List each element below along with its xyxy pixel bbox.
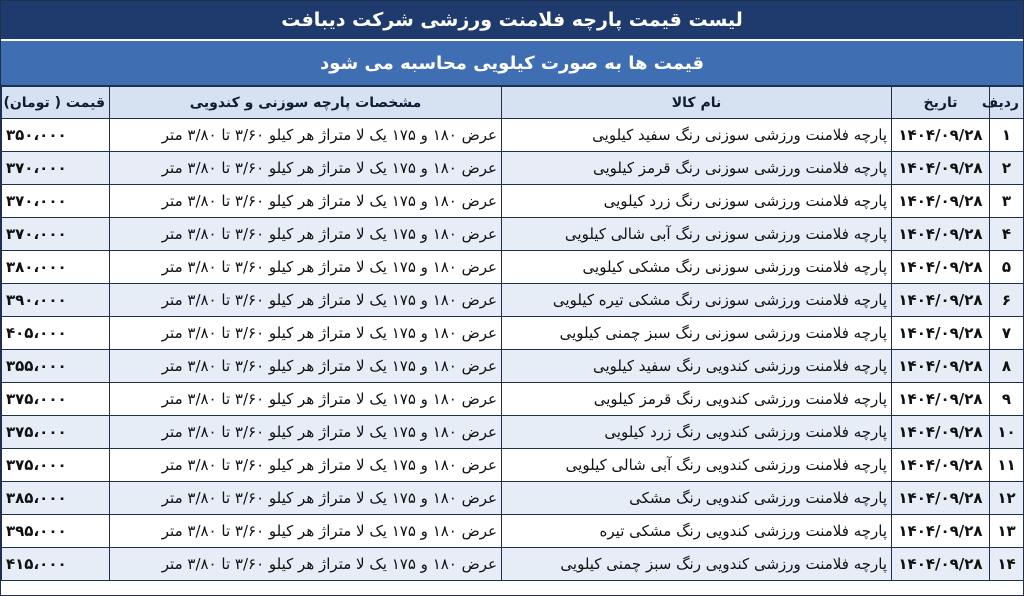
table-row bbox=[2, 317, 1024, 350]
table-header-row bbox=[2, 87, 1024, 119]
cell-index: ۵ bbox=[990, 251, 1024, 284]
table-row bbox=[2, 449, 1024, 482]
cell-spec: عرض ۱۸۰ و ۱۷۵ یک لا متراژ هر کیلو ۳/۶۰ تا ۳/۸۰ متر bbox=[110, 251, 502, 284]
cell-index: ۱۴ bbox=[990, 548, 1024, 581]
cell-price: ۳۷۰،۰۰۰ bbox=[2, 185, 110, 218]
cell-price: ۴۱۵،۰۰۰ bbox=[2, 548, 110, 581]
cell-price: ۳۹۰،۰۰۰ bbox=[2, 284, 110, 317]
table-row bbox=[2, 515, 1024, 548]
cell-spec: عرض ۱۸۰ و ۱۷۵ یک لا متراژ هر کیلو ۳/۶۰ تا ۳/۸۰ متر bbox=[110, 416, 502, 449]
cell-index: ۱۲ bbox=[990, 482, 1024, 515]
cell-spec: عرض ۱۸۰ و ۱۷۵ یک لا متراژ هر کیلو ۳/۶۰ تا ۳/۸۰ متر bbox=[110, 119, 502, 152]
cell-spec: عرض ۱۸۰ و ۱۷۵ یک لا متراژ هر کیلو ۳/۶۰ تا ۳/۸۰ متر bbox=[110, 152, 502, 185]
cell-price: ۳۷۵،۰۰۰ bbox=[2, 383, 110, 416]
cell-name: پارچه فلامنت ورزشی سوزنی رنگ مشکی کیلویی bbox=[502, 251, 892, 284]
cell-spec: عرض ۱۸۰ و ۱۷۵ یک لا متراژ هر کیلو ۳/۶۰ تا ۳/۸۰ متر bbox=[110, 284, 502, 317]
cell-spec: عرض ۱۸۰ و ۱۷۵ یک لا متراژ هر کیلو ۳/۶۰ تا ۳/۸۰ متر bbox=[110, 515, 502, 548]
header-price: قیمت ( تومان) bbox=[2, 87, 110, 119]
cell-date: ۱۴۰۴/۰۹/۲۸ bbox=[892, 515, 990, 548]
table-row bbox=[2, 119, 1024, 152]
cell-name: پارچه فلامنت ورزشی سوزنی رنگ آبی شالی کیلویی bbox=[502, 218, 892, 251]
table-row bbox=[2, 416, 1024, 449]
cell-index: ۱۳ bbox=[990, 515, 1024, 548]
table-row bbox=[2, 350, 1024, 383]
table-row bbox=[2, 152, 1024, 185]
cell-price: ۳۵۵،۰۰۰ bbox=[2, 350, 110, 383]
cell-price: ۳۷۰،۰۰۰ bbox=[2, 152, 110, 185]
table-row bbox=[2, 251, 1024, 284]
cell-name: پارچه فلامنت ورزشی کندویی رنگ زرد کیلویی bbox=[502, 416, 892, 449]
cell-spec: عرض ۱۸۰ و ۱۷۵ یک لا متراژ هر کیلو ۳/۶۰ تا ۳/۸۰ متر bbox=[110, 185, 502, 218]
cell-date: ۱۴۰۴/۰۹/۲۸ bbox=[892, 119, 990, 152]
cell-name: پارچه فلامنت ورزشی سوزنی رنگ قرمز کیلویی bbox=[502, 152, 892, 185]
cell-date: ۱۴۰۴/۰۹/۲۸ bbox=[892, 218, 990, 251]
cell-name: پارچه فلامنت ورزشی کندویی رنگ قرمز کیلویی bbox=[502, 383, 892, 416]
cell-index: ۴ bbox=[990, 218, 1024, 251]
cell-date: ۱۴۰۴/۰۹/۲۸ bbox=[892, 449, 990, 482]
cell-date: ۱۴۰۴/۰۹/۲۸ bbox=[892, 317, 990, 350]
cell-price: ۳۷۰،۰۰۰ bbox=[2, 218, 110, 251]
cell-date: ۱۴۰۴/۰۹/۲۸ bbox=[892, 152, 990, 185]
cell-name: پارچه فلامنت ورزشی سوزنی رنگ سبز چمنی کیلویی bbox=[502, 317, 892, 350]
cell-index: ۱ bbox=[990, 119, 1024, 152]
cell-price: ۳۵۰،۰۰۰ bbox=[2, 119, 110, 152]
table-row bbox=[2, 185, 1024, 218]
header-index: ردیف bbox=[990, 87, 1024, 119]
cell-date: ۱۴۰۴/۰۹/۲۸ bbox=[892, 350, 990, 383]
cell-spec: عرض ۱۸۰ و ۱۷۵ یک لا متراژ هر کیلو ۳/۶۰ تا ۳/۸۰ متر bbox=[110, 383, 502, 416]
cell-spec: عرض ۱۸۰ و ۱۷۵ یک لا متراژ هر کیلو ۳/۶۰ تا ۳/۸۰ متر bbox=[110, 317, 502, 350]
cell-price: ۳۹۵،۰۰۰ bbox=[2, 515, 110, 548]
header-spec: مشخصات پارچه سوزنی و کندویی bbox=[110, 87, 502, 119]
cell-name: پارچه فلامنت ورزشی کندویی رنگ مشکی bbox=[502, 482, 892, 515]
cell-name: پارچه فلامنت ورزشی سوزنی رنگ مشکی تیره کیلویی bbox=[502, 284, 892, 317]
table-body bbox=[2, 119, 1024, 581]
cell-index: ۷ bbox=[990, 317, 1024, 350]
cell-index: ۲ bbox=[990, 152, 1024, 185]
cell-name: پارچه فلامنت ورزشی کندویی رنگ مشکی تیره bbox=[502, 515, 892, 548]
cell-index: ۳ bbox=[990, 185, 1024, 218]
cell-date: ۱۴۰۴/۰۹/۲۸ bbox=[892, 482, 990, 515]
cell-price: ۳۷۵،۰۰۰ bbox=[2, 416, 110, 449]
cell-spec: عرض ۱۸۰ و ۱۷۵ یک لا متراژ هر کیلو ۳/۶۰ تا ۳/۸۰ متر bbox=[110, 449, 502, 482]
cell-date: ۱۴۰۴/۰۹/۲۸ bbox=[892, 416, 990, 449]
cell-index: ۱۰ bbox=[990, 416, 1024, 449]
cell-spec: عرض ۱۸۰ و ۱۷۵ یک لا متراژ هر کیلو ۳/۶۰ تا ۳/۸۰ متر bbox=[110, 548, 502, 581]
cell-date: ۱۴۰۴/۰۹/۲۸ bbox=[892, 548, 990, 581]
cell-index: ۶ bbox=[990, 284, 1024, 317]
cell-name: پارچه فلامنت ورزشی کندویی رنگ سبز چمنی کیلویی bbox=[502, 548, 892, 581]
table-row bbox=[2, 284, 1024, 317]
cell-date: ۱۴۰۴/۰۹/۲۸ bbox=[892, 383, 990, 416]
cell-date: ۱۴۰۴/۰۹/۲۸ bbox=[892, 185, 990, 218]
page-subtitle: قیمت ها به صورت کیلویی محاسبه می شود bbox=[1, 41, 1023, 86]
table-row bbox=[2, 482, 1024, 515]
cell-date: ۱۴۰۴/۰۹/۲۸ bbox=[892, 284, 990, 317]
cell-spec: عرض ۱۸۰ و ۱۷۵ یک لا متراژ هر کیلو ۳/۶۰ تا ۳/۸۰ متر bbox=[110, 218, 502, 251]
cell-price: ۴۰۵،۰۰۰ bbox=[2, 317, 110, 350]
header-name: نام کالا bbox=[502, 87, 892, 119]
cell-price: ۳۸۰،۰۰۰ bbox=[2, 251, 110, 284]
cell-spec: عرض ۱۸۰ و ۱۷۵ یک لا متراژ هر کیلو ۳/۶۰ تا ۳/۸۰ متر bbox=[110, 350, 502, 383]
cell-name: پارچه فلامنت ورزشی کندویی رنگ آبی شالی کیلویی bbox=[502, 449, 892, 482]
cell-index: ۹ bbox=[990, 383, 1024, 416]
cell-spec: عرض ۱۸۰ و ۱۷۵ یک لا متراژ هر کیلو ۳/۶۰ تا ۳/۸۰ متر bbox=[110, 482, 502, 515]
cell-date: ۱۴۰۴/۰۹/۲۸ bbox=[892, 251, 990, 284]
header-date: تاریخ bbox=[892, 87, 990, 119]
table-row bbox=[2, 218, 1024, 251]
page-title: لیست قیمت پارچه فلامنت ورزشی شرکت دیبافت bbox=[1, 1, 1023, 41]
cell-price: ۳۸۵،۰۰۰ bbox=[2, 482, 110, 515]
price-table bbox=[1, 86, 1024, 581]
cell-name: پارچه فلامنت ورزشی سوزنی رنگ زرد کیلویی bbox=[502, 185, 892, 218]
cell-index: ۱۱ bbox=[990, 449, 1024, 482]
table-row bbox=[2, 383, 1024, 416]
cell-name: پارچه فلامنت ورزشی سوزنی رنگ سفید کیلویی bbox=[502, 119, 892, 152]
table-row bbox=[2, 548, 1024, 581]
cell-index: ۸ bbox=[990, 350, 1024, 383]
cell-name: پارچه فلامنت ورزشی کندویی رنگ سفید کیلویی bbox=[502, 350, 892, 383]
cell-price: ۳۷۵،۰۰۰ bbox=[2, 449, 110, 482]
